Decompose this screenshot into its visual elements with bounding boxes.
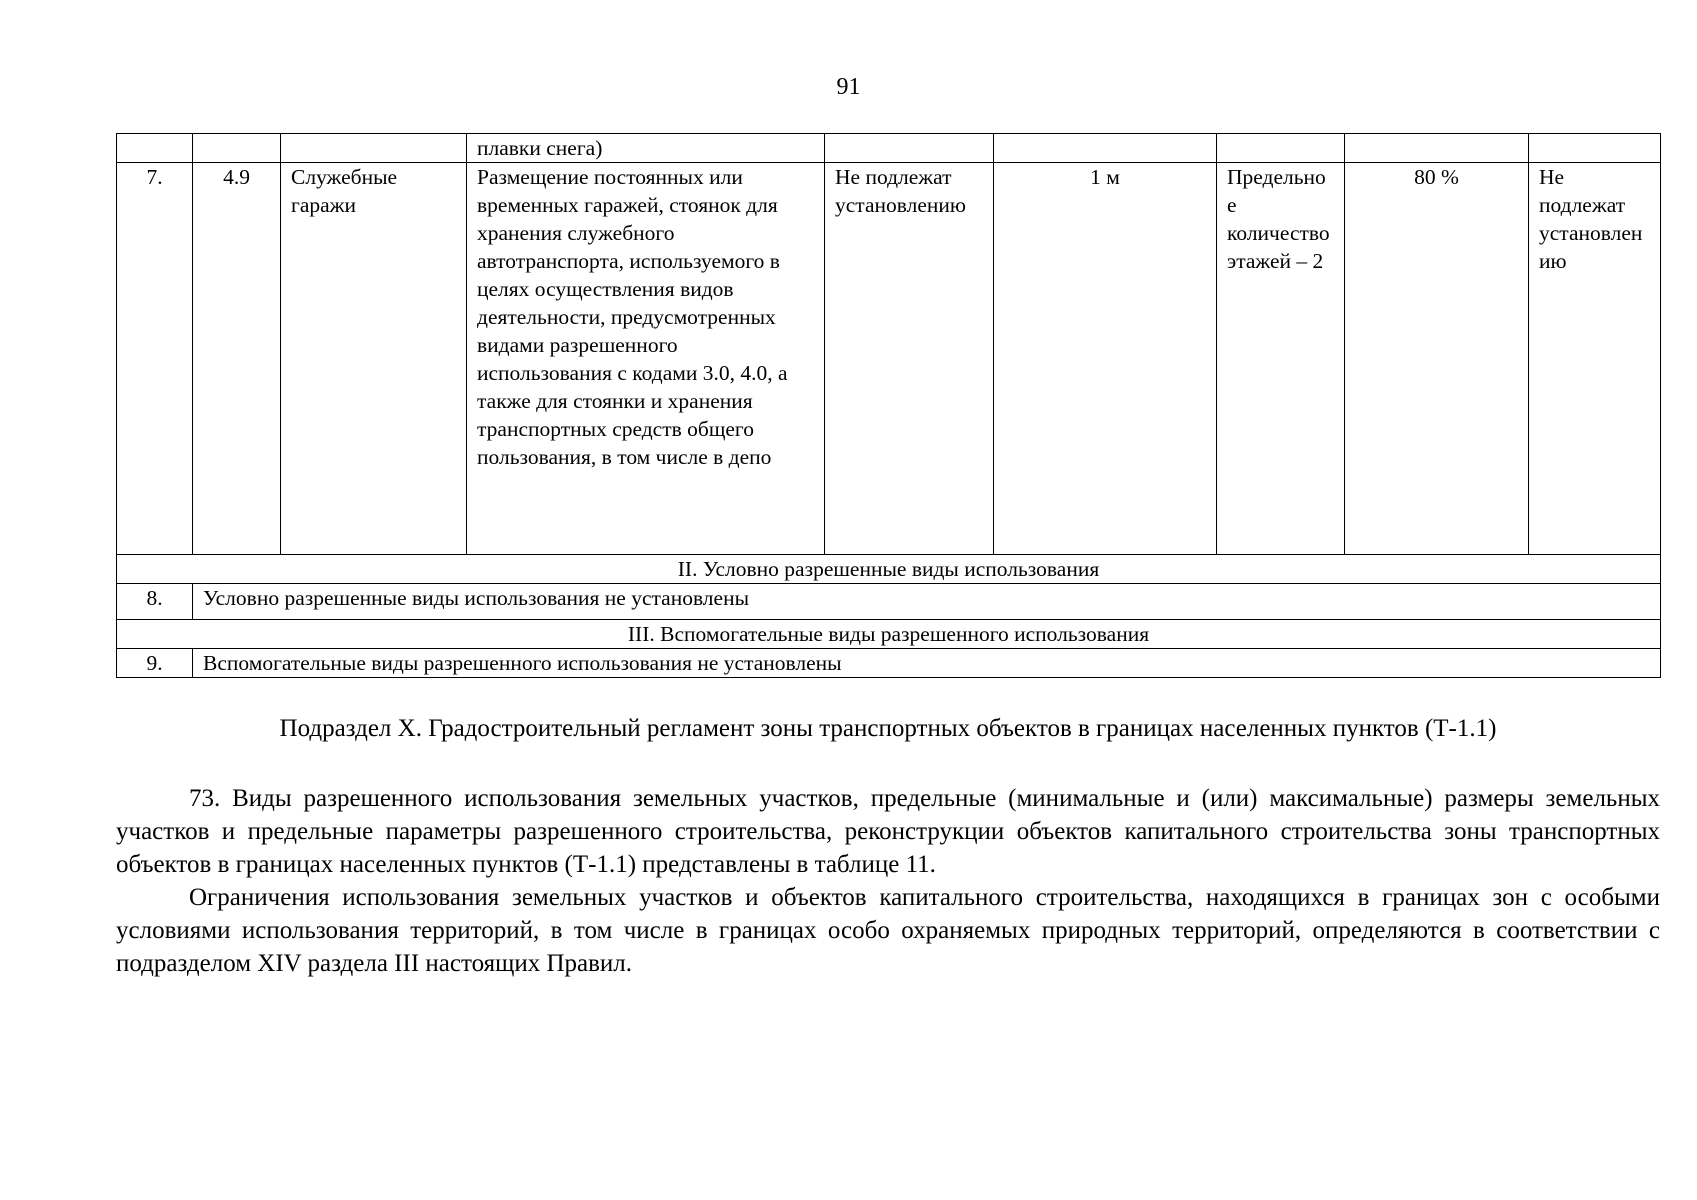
min-setback: 1 м (994, 163, 1217, 555)
cell-other (1529, 134, 1661, 163)
subsection-title: Подраздел X. Градостроительный регламент зоны транспортных объектов в границах населенных пунктов (Т-1.1) (279, 715, 1497, 742)
use-name: Служебные гаражи (281, 163, 467, 555)
row-text: Вспомогательные виды разрешенного использования не установлены (193, 649, 1661, 678)
land-use-table (116, 133, 1661, 678)
use-description: Размещение постоянных или временных гаражей, стоянок для хранения служебного автотранспорта, используемого в целях осуществления видов деятельности, предусмотренных видами разрешенного использования с кодами 3.0, 4.0, а также для стоянки и хранения транспортных средств общего пользования, в том числе в депо (467, 163, 825, 555)
table-row-7 (117, 163, 1661, 555)
cell-description: плавки снега) (467, 134, 825, 163)
section-title-auxiliary: III. Вспомогательные виды разрешенного использования (117, 620, 1661, 649)
cell-floors (1217, 134, 1345, 163)
row-number: 8. (117, 584, 193, 620)
paragraph-73: 73. Виды разрешенного использования земельных участков, предельные (минимальные и (или) максимальные) размеры земельных участков и предельные параметры разрешенного строительства, реконструкции объектов капитального строительства зоны транспортных объектов в границах населенных пунктов (Т-1.1) представлены в таблице 11. (116, 785, 1660, 878)
cell-area (825, 134, 994, 163)
paragraph-restrictions: Ограничения использования земельных участков и объектов капитального строительства, находящихся в границах зон с особыми условиями использования территорий, в том числе в границах особо охраняемых природных территорий, определяются в соответствии с подразделом XIV раздела III настоящих Правил. (116, 884, 1660, 977)
cell-num (117, 134, 193, 163)
cell-setback (994, 134, 1217, 163)
section-header-row (117, 620, 1661, 649)
table-row-continuation (117, 134, 1661, 163)
row-number: 7. (117, 163, 193, 555)
other-params: Не подлежат установлению (1529, 163, 1661, 555)
section-header-row (117, 555, 1661, 584)
row-number: 9. (117, 649, 193, 678)
row-text: Условно разрешенные виды использования не установлены (193, 584, 1661, 620)
table-row-8 (117, 584, 1661, 620)
max-floors: Предельное количество этажей – 2 (1217, 163, 1345, 555)
use-code: 4.9 (193, 163, 281, 555)
min-max-area: Не подлежат установлению (825, 163, 994, 555)
section-title-conditional: II. Условно разрешенные виды использования (117, 555, 1661, 584)
page-number: 91 (836, 74, 861, 100)
cell-code (193, 134, 281, 163)
table-row-9 (117, 649, 1661, 678)
cell-name (281, 134, 467, 163)
max-coverage: 80 % (1345, 163, 1529, 555)
cell-coverage (1345, 134, 1529, 163)
